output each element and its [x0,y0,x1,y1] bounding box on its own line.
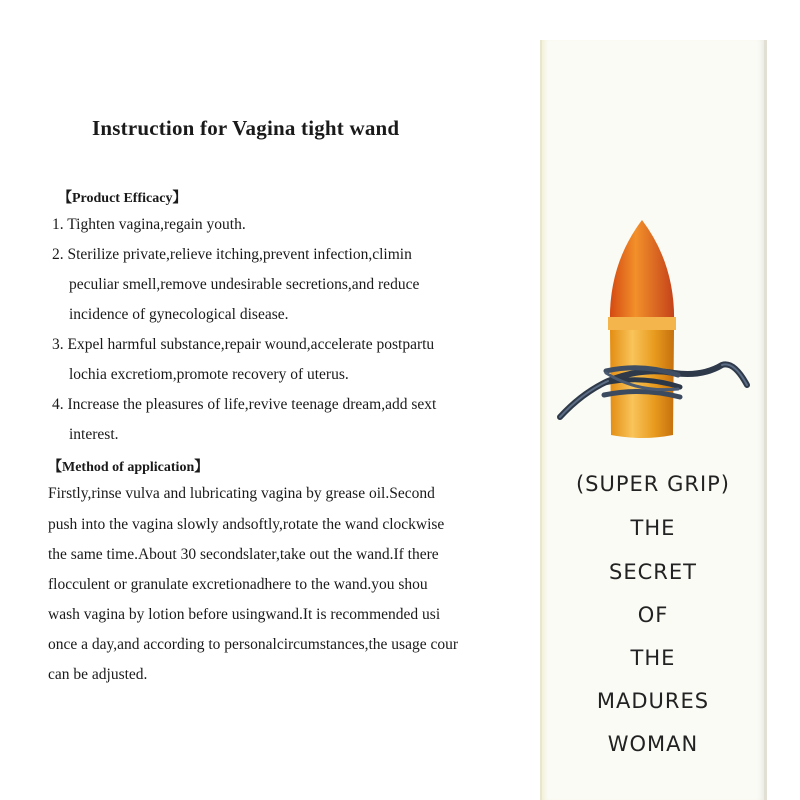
efficacy-line: 1. Tighten vagina,regain youth. [52,216,246,233]
efficacy-heading: 【Product Efficacy】 [58,191,187,206]
efficacy-line: 3. Expel harmful substance,repair wound,accelerate postpartu [52,336,435,353]
efficacy-line: peculiar smell,remove undesirable secretions,and reduce [69,276,420,293]
efficacy-line: 2. Sterilize private,relieve itching,prevent infection,climin [52,246,412,263]
box-title-line: SECRET [609,560,697,584]
efficacy-line: interest. [69,426,119,443]
method-line: wash vagina by lotion before usingwand.It is recommended usi [48,606,441,623]
efficacy-line: lochia excretiom,promote recovery of uterus. [69,366,349,383]
method-heading: 【Method of application】 [48,460,209,475]
wand-illustration [542,205,764,465]
box-title-line: THE [630,516,676,540]
method-line: can be adjusted. [48,666,148,683]
method-line: once a day,and according to personalcircumstances,the usage cour [48,636,459,653]
method-line: push into the vagina slowly andsoftly,rotate the wand clockwise [48,516,445,533]
efficacy-line: incidence of gynecological disease. [69,306,289,323]
method-line: the same time.About 30 secondslater,take out the wand.If there [48,546,439,563]
product-box [540,40,767,800]
box-title-line: WOMAN [607,732,699,756]
efficacy-line: 4. Increase the pleasures of life,revive teenage dream,add sext [52,396,437,413]
wand-tip [610,220,674,325]
method-line: flocculent or granulate excretionadhere to the wand.you shou [48,576,428,593]
box-title-line: OF [637,603,669,627]
box-subtitle: (SUPER GRIP) [575,472,730,496]
box-title-line: THE [630,646,676,670]
wand-ring [608,317,676,330]
box-title-line: MADURES [596,689,710,713]
document-title: Instruction for Vagina tight wand [92,116,400,140]
method-line: Firstly,rinse vulva and lubricating vagina by grease oil.Second [48,485,435,502]
